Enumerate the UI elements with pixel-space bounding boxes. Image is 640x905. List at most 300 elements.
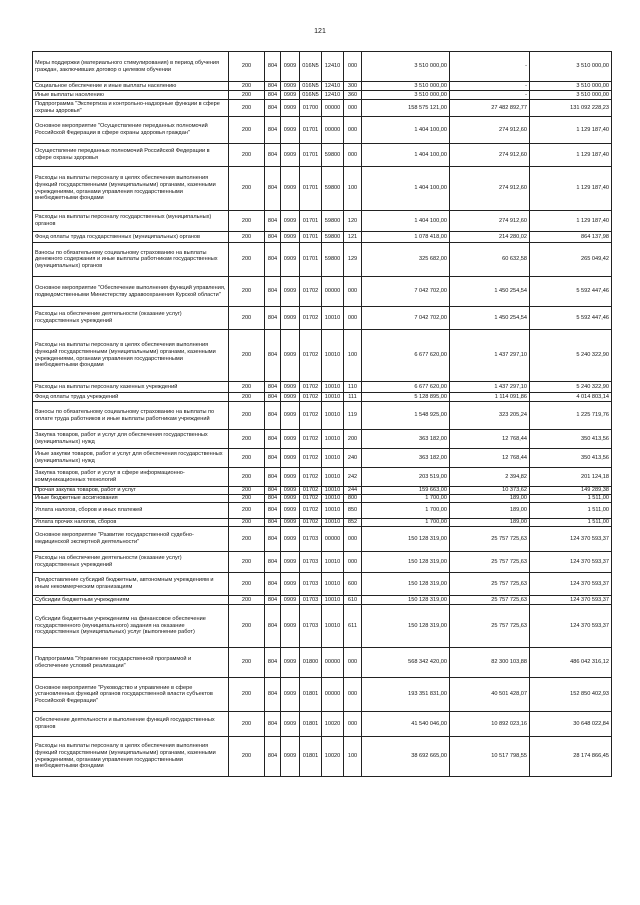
target-article-code: 01701	[300, 232, 322, 243]
approved-amount: 7 042 702,00	[362, 307, 450, 330]
approved-amount: 1 700,00	[362, 495, 450, 503]
section-code: 0909	[281, 552, 300, 573]
ved-code: 804	[265, 277, 281, 307]
target-article-code: 01702	[300, 277, 322, 307]
adm-code: 200	[229, 449, 265, 468]
ved-code: 804	[265, 573, 281, 596]
executed-amount: 27 482 892,77	[450, 100, 530, 117]
row-name: Расходы на выплаты персоналу в целях обеспечения выполнения функций государственными (муниципальными) органами, казенными учреждениями, органами управления государственными внебюджетными фондами	[33, 330, 229, 382]
section-code: 0909	[281, 737, 300, 777]
row-name: Расходы на выплаты персоналу в целях обеспечения выполнения функций государственными (муниципальными) органами, казенными учреждениями, органами управления государственными внебюджетными фондами	[33, 167, 229, 211]
executed-amount: 25 757 725,63	[450, 552, 530, 573]
executed-amount: 1 450 254,54	[450, 307, 530, 330]
row-name: Расходы на обеспечение деятельности (оказание услуг) государственных учреждений	[33, 307, 229, 330]
target-direction-code: 00000	[322, 678, 344, 712]
adm-code: 200	[229, 307, 265, 330]
target-article-code: 01701	[300, 211, 322, 232]
approved-amount: 1 404 100,00	[362, 144, 450, 167]
remaining-amount: 30 648 022,84	[530, 712, 612, 737]
expense-type-code: 000	[344, 307, 362, 330]
target-direction-code: 00000	[322, 648, 344, 678]
target-direction-code: 10010	[322, 430, 344, 449]
target-article-code: 01702	[300, 519, 322, 527]
table-row	[33, 82, 612, 91]
approved-amount: 159 663,00	[362, 487, 450, 495]
ved-code: 804	[265, 307, 281, 330]
approved-amount: 1 404 100,00	[362, 167, 450, 211]
adm-code: 200	[229, 330, 265, 382]
target-article-code: 01701	[300, 144, 322, 167]
ved-code: 804	[265, 91, 281, 100]
expense-type-code: 850	[344, 503, 362, 519]
executed-amount: 274 912,60	[450, 117, 530, 144]
table-row	[33, 712, 612, 737]
adm-code: 200	[229, 243, 265, 277]
table-row	[33, 382, 612, 393]
section-code: 0909	[281, 605, 300, 648]
table-row	[33, 430, 612, 449]
remaining-amount: 486 042 316,12	[530, 648, 612, 678]
section-code: 0909	[281, 519, 300, 527]
adm-code: 200	[229, 402, 265, 430]
section-code: 0909	[281, 596, 300, 605]
section-code: 0909	[281, 144, 300, 167]
target-article-code: 01801	[300, 678, 322, 712]
adm-code: 200	[229, 430, 265, 449]
section-code: 0909	[281, 117, 300, 144]
adm-code: 200	[229, 277, 265, 307]
row-name: Закупка товаров, работ и услуг в сфере информационно-коммуникационных технологий	[33, 468, 229, 487]
table-row	[33, 117, 612, 144]
target-direction-code: 10010	[322, 552, 344, 573]
remaining-amount: 4 014 803,14	[530, 393, 612, 402]
expense-type-code: 000	[344, 678, 362, 712]
adm-code: 200	[229, 503, 265, 519]
page-number: 121	[314, 28, 326, 35]
adm-code: 200	[229, 605, 265, 648]
row-name: Расходы на выплаты персоналу казенных учреждений	[33, 382, 229, 393]
executed-amount: 214 280,02	[450, 232, 530, 243]
adm-code: 200	[229, 712, 265, 737]
adm-code: 200	[229, 52, 265, 82]
expense-type-code: 242	[344, 468, 362, 487]
approved-amount: 7 042 702,00	[362, 277, 450, 307]
remaining-amount: 131 092 228,23	[530, 100, 612, 117]
ved-code: 804	[265, 211, 281, 232]
expense-type-code: 240	[344, 449, 362, 468]
expense-type-code: 852	[344, 519, 362, 527]
target-article-code: 01701	[300, 243, 322, 277]
section-code: 0909	[281, 232, 300, 243]
section-code: 0909	[281, 330, 300, 382]
ved-code: 804	[265, 382, 281, 393]
expense-type-code: 300	[344, 82, 362, 91]
approved-amount: 158 575 121,00	[362, 100, 450, 117]
approved-amount: 203 519,00	[362, 468, 450, 487]
adm-code: 200	[229, 527, 265, 552]
table-row	[33, 100, 612, 117]
target-direction-code: 10010	[322, 449, 344, 468]
row-name: Иные выплаты населению	[33, 91, 229, 100]
row-name: Основное мероприятие "Руководство и управление в сфере установленных функций органов государственной власти субъектов Российской Федерации"	[33, 678, 229, 712]
row-name: Уплата налогов, сборов и иных платежей	[33, 503, 229, 519]
ved-code: 804	[265, 712, 281, 737]
ved-code: 804	[265, 605, 281, 648]
target-article-code: 01703	[300, 527, 322, 552]
target-article-code: 01702	[300, 449, 322, 468]
ved-code: 804	[265, 527, 281, 552]
remaining-amount: 1 225 719,76	[530, 402, 612, 430]
ved-code: 804	[265, 596, 281, 605]
target-article-code: 01702	[300, 307, 322, 330]
ved-code: 804	[265, 117, 281, 144]
approved-amount: 150 128 319,00	[362, 596, 450, 605]
table-row	[33, 503, 612, 519]
approved-amount: 150 128 319,00	[362, 552, 450, 573]
target-direction-code: 12410	[322, 52, 344, 82]
ved-code: 804	[265, 648, 281, 678]
adm-code: 200	[229, 211, 265, 232]
row-name: Фонд оплаты труда государственных (муниципальных) органов	[33, 232, 229, 243]
table-row	[33, 519, 612, 527]
section-code: 0909	[281, 430, 300, 449]
target-article-code: 01801	[300, 712, 322, 737]
table-row	[33, 648, 612, 678]
ved-code: 804	[265, 100, 281, 117]
ved-code: 804	[265, 449, 281, 468]
table-row	[33, 393, 612, 402]
ved-code: 804	[265, 737, 281, 777]
table-row	[33, 144, 612, 167]
approved-amount: 38 692 665,00	[362, 737, 450, 777]
target-article-code: 01701	[300, 117, 322, 144]
approved-amount: 3 510 000,00	[362, 82, 450, 91]
table-row	[33, 307, 612, 330]
expense-type-code: 000	[344, 712, 362, 737]
executed-amount: 274 912,60	[450, 144, 530, 167]
ved-code: 804	[265, 402, 281, 430]
table-row	[33, 330, 612, 382]
target-direction-code: 59800	[322, 232, 344, 243]
expense-type-code: 000	[344, 277, 362, 307]
approved-amount: 5 128 895,00	[362, 393, 450, 402]
target-direction-code: 59800	[322, 167, 344, 211]
expense-type-code: 000	[344, 144, 362, 167]
adm-code: 200	[229, 82, 265, 91]
target-article-code: 01700	[300, 100, 322, 117]
expense-type-code: 000	[344, 527, 362, 552]
table-row	[33, 573, 612, 596]
target-direction-code: 10010	[322, 519, 344, 527]
target-direction-code: 10010	[322, 596, 344, 605]
approved-amount: 3 510 000,00	[362, 91, 450, 100]
target-direction-code: 00000	[322, 117, 344, 144]
table-row	[33, 678, 612, 712]
target-article-code: 016N5	[300, 82, 322, 91]
table-row	[33, 167, 612, 211]
expense-type-code: 000	[344, 552, 362, 573]
adm-code: 200	[229, 468, 265, 487]
table-row	[33, 527, 612, 552]
ved-code: 804	[265, 552, 281, 573]
approved-amount: 6 677 620,00	[362, 382, 450, 393]
table-row	[33, 552, 612, 573]
approved-amount: 150 128 319,00	[362, 573, 450, 596]
table-row	[33, 605, 612, 648]
target-article-code: 01702	[300, 393, 322, 402]
expense-type-code: 800	[344, 495, 362, 503]
section-code: 0909	[281, 678, 300, 712]
table-row	[33, 402, 612, 430]
expense-type-code: 100	[344, 167, 362, 211]
executed-amount: 189,00	[450, 495, 530, 503]
adm-code: 200	[229, 678, 265, 712]
ved-code: 804	[265, 52, 281, 82]
adm-code: 200	[229, 495, 265, 503]
adm-code: 200	[229, 737, 265, 777]
approved-amount: 193 351 831,00	[362, 678, 450, 712]
expense-type-code: 000	[344, 100, 362, 117]
target-article-code: 01702	[300, 503, 322, 519]
target-direction-code: 10020	[322, 737, 344, 777]
ved-code: 804	[265, 430, 281, 449]
section-code: 0909	[281, 573, 300, 596]
executed-amount: 25 757 725,63	[450, 527, 530, 552]
executed-amount: 1 437 297,10	[450, 330, 530, 382]
approved-amount: 1 700,00	[362, 519, 450, 527]
adm-code: 200	[229, 552, 265, 573]
executed-amount: 1 114 091,86	[450, 393, 530, 402]
expense-type-code: 244	[344, 487, 362, 495]
target-direction-code: 10010	[322, 605, 344, 648]
budget-table	[32, 51, 612, 777]
adm-code: 200	[229, 393, 265, 402]
section-code: 0909	[281, 527, 300, 552]
remaining-amount: 1 129 187,40	[530, 144, 612, 167]
section-code: 0909	[281, 100, 300, 117]
table-row	[33, 277, 612, 307]
approved-amount: 150 128 319,00	[362, 605, 450, 648]
target-article-code: 01702	[300, 382, 322, 393]
target-article-code: 016N5	[300, 91, 322, 100]
adm-code: 200	[229, 100, 265, 117]
target-article-code: 01702	[300, 468, 322, 487]
ved-code: 804	[265, 167, 281, 211]
expense-type-code: 600	[344, 573, 362, 596]
section-code: 0909	[281, 402, 300, 430]
target-direction-code: 00000	[322, 277, 344, 307]
executed-amount: 10 892 023,16	[450, 712, 530, 737]
row-name: Фонд оплаты труда учреждений	[33, 393, 229, 402]
target-article-code: 016N5	[300, 52, 322, 82]
row-name: Закупка товаров, работ и услуг для обеспечения государственных (муниципальных) нужд	[33, 430, 229, 449]
row-name: Субсидии бюджетным учреждениям	[33, 596, 229, 605]
remaining-amount: 3 510 000,00	[530, 91, 612, 100]
approved-amount: 1 548 925,00	[362, 402, 450, 430]
target-direction-code: 12410	[322, 91, 344, 100]
table-row	[33, 211, 612, 232]
table-row	[33, 737, 612, 777]
section-code: 0909	[281, 449, 300, 468]
ved-code: 804	[265, 82, 281, 91]
remaining-amount: 124 370 593,37	[530, 596, 612, 605]
approved-amount: 1 404 100,00	[362, 117, 450, 144]
section-code: 0909	[281, 167, 300, 211]
target-direction-code: 10010	[322, 468, 344, 487]
row-name: Расходы на выплаты персоналу государственных (муниципальных) органов	[33, 211, 229, 232]
remaining-amount: 5 240 322,90	[530, 382, 612, 393]
expense-type-code: 000	[344, 648, 362, 678]
table-row	[33, 91, 612, 100]
approved-amount: 41 540 046,00	[362, 712, 450, 737]
target-direction-code: 00000	[322, 100, 344, 117]
executed-amount: -	[450, 82, 530, 91]
table-row	[33, 468, 612, 487]
row-name: Предоставление субсидий бюджетным, автономным учреждениям и иным некоммерческим организациям	[33, 573, 229, 596]
ved-code: 804	[265, 243, 281, 277]
expense-type-code: 610	[344, 596, 362, 605]
table-row	[33, 52, 612, 82]
executed-amount: 274 912,60	[450, 167, 530, 211]
table-row	[33, 596, 612, 605]
target-direction-code: 12410	[322, 82, 344, 91]
executed-amount: 82 300 103,88	[450, 648, 530, 678]
section-code: 0909	[281, 307, 300, 330]
expense-type-code: 119	[344, 402, 362, 430]
row-name: Меры поддержки (материального стимулирования) в период обучения граждан, заключивших договор о целевом обучении	[33, 52, 229, 82]
target-direction-code: 10010	[322, 402, 344, 430]
section-code: 0909	[281, 712, 300, 737]
expense-type-code: 121	[344, 232, 362, 243]
section-code: 0909	[281, 243, 300, 277]
target-direction-code: 59800	[322, 144, 344, 167]
target-article-code: 01702	[300, 330, 322, 382]
expense-type-code: 000	[344, 52, 362, 82]
approved-amount: 568 342 420,00	[362, 648, 450, 678]
target-direction-code: 10010	[322, 487, 344, 495]
executed-amount: -	[450, 91, 530, 100]
executed-amount: 2 394,82	[450, 468, 530, 487]
executed-amount: 189,00	[450, 519, 530, 527]
section-code: 0909	[281, 487, 300, 495]
expense-type-code: 120	[344, 211, 362, 232]
adm-code: 200	[229, 382, 265, 393]
target-article-code: 01701	[300, 167, 322, 211]
remaining-amount: 350 413,56	[530, 449, 612, 468]
expense-type-code: 000	[344, 117, 362, 144]
remaining-amount: 124 370 593,37	[530, 527, 612, 552]
table-row	[33, 449, 612, 468]
executed-amount: 323 205,24	[450, 402, 530, 430]
target-direction-code: 10010	[322, 330, 344, 382]
executed-amount: 60 632,58	[450, 243, 530, 277]
ved-code: 804	[265, 503, 281, 519]
remaining-amount: 3 510 000,00	[530, 82, 612, 91]
target-article-code: 01702	[300, 402, 322, 430]
ved-code: 804	[265, 468, 281, 487]
row-name: Взносы по обязательному социальному страхованию на выплаты по оплате труда работников и иные выплаты работникам учреждений	[33, 402, 229, 430]
section-code: 0909	[281, 82, 300, 91]
expense-type-code: 100	[344, 330, 362, 382]
table-row	[33, 243, 612, 277]
approved-amount: 325 682,00	[362, 243, 450, 277]
table-row	[33, 495, 612, 503]
adm-code: 200	[229, 167, 265, 211]
remaining-amount: 1 129 187,40	[530, 211, 612, 232]
executed-amount: 25 757 725,63	[450, 573, 530, 596]
remaining-amount: 5 592 447,46	[530, 277, 612, 307]
approved-amount: 363 182,00	[362, 430, 450, 449]
approved-amount: 363 182,00	[362, 449, 450, 468]
section-code: 0909	[281, 382, 300, 393]
target-direction-code: 10010	[322, 495, 344, 503]
remaining-amount: 1 511,00	[530, 503, 612, 519]
section-code: 0909	[281, 393, 300, 402]
target-article-code: 01801	[300, 737, 322, 777]
ved-code: 804	[265, 144, 281, 167]
expense-type-code: 129	[344, 243, 362, 277]
target-article-code: 01703	[300, 596, 322, 605]
approved-amount: 1 078 418,00	[362, 232, 450, 243]
adm-code: 200	[229, 648, 265, 678]
target-article-code: 01703	[300, 573, 322, 596]
remaining-amount: 124 370 593,37	[530, 573, 612, 596]
table-row	[33, 232, 612, 243]
section-code: 0909	[281, 503, 300, 519]
target-article-code: 01702	[300, 495, 322, 503]
approved-amount: 3 510 000,00	[362, 52, 450, 82]
approved-amount: 150 128 319,00	[362, 527, 450, 552]
executed-amount: 189,00	[450, 503, 530, 519]
target-direction-code: 10010	[322, 573, 344, 596]
remaining-amount: 149 289,38	[530, 487, 612, 495]
row-name: Основное мероприятие "Развитие государственной судебно-медицинской экспертной деятельности"	[33, 527, 229, 552]
target-direction-code: 10010	[322, 393, 344, 402]
section-code: 0909	[281, 277, 300, 307]
executed-amount: 10 517 798,55	[450, 737, 530, 777]
target-direction-code: 10010	[322, 382, 344, 393]
approved-amount: 6 677 620,00	[362, 330, 450, 382]
adm-code: 200	[229, 487, 265, 495]
row-name: Подпрограмма "Экспертиза и контрольно-надзорные функции в сфере охраны здоровья"	[33, 100, 229, 117]
section-code: 0909	[281, 52, 300, 82]
remaining-amount: 1 511,00	[530, 519, 612, 527]
remaining-amount: 1 129 187,40	[530, 167, 612, 211]
ved-code: 804	[265, 487, 281, 495]
adm-code: 200	[229, 91, 265, 100]
row-name: Субсидии бюджетным учреждениям на финансовое обеспечение государственного (муниципального) задания на оказание государственных (муниципальных) услуг (выполнение работ)	[33, 605, 229, 648]
row-name: Осуществление переданных полномочий Российской Федерации в сфере охраны здоровья	[33, 144, 229, 167]
remaining-amount: 350 413,56	[530, 430, 612, 449]
target-direction-code: 10020	[322, 712, 344, 737]
row-name: Расходы на обеспечение деятельности (оказание услуг) государственных учреждений	[33, 552, 229, 573]
target-article-code: 01702	[300, 487, 322, 495]
executed-amount: 40 501 428,07	[450, 678, 530, 712]
row-name: Социальное обеспечение и иные выплаты населению	[33, 82, 229, 91]
approved-amount: 1 404 100,00	[362, 211, 450, 232]
remaining-amount: 3 510 000,00	[530, 52, 612, 82]
target-article-code: 01703	[300, 552, 322, 573]
executed-amount: 1 437 297,10	[450, 382, 530, 393]
expense-type-code: 611	[344, 605, 362, 648]
adm-code: 200	[229, 144, 265, 167]
expense-type-code: 100	[344, 737, 362, 777]
remaining-amount: 124 370 593,37	[530, 605, 612, 648]
executed-amount: -	[450, 52, 530, 82]
remaining-amount: 28 174 866,45	[530, 737, 612, 777]
target-article-code: 01702	[300, 430, 322, 449]
row-name: Обеспечение деятельности и выполнение функций государственных органов	[33, 712, 229, 737]
